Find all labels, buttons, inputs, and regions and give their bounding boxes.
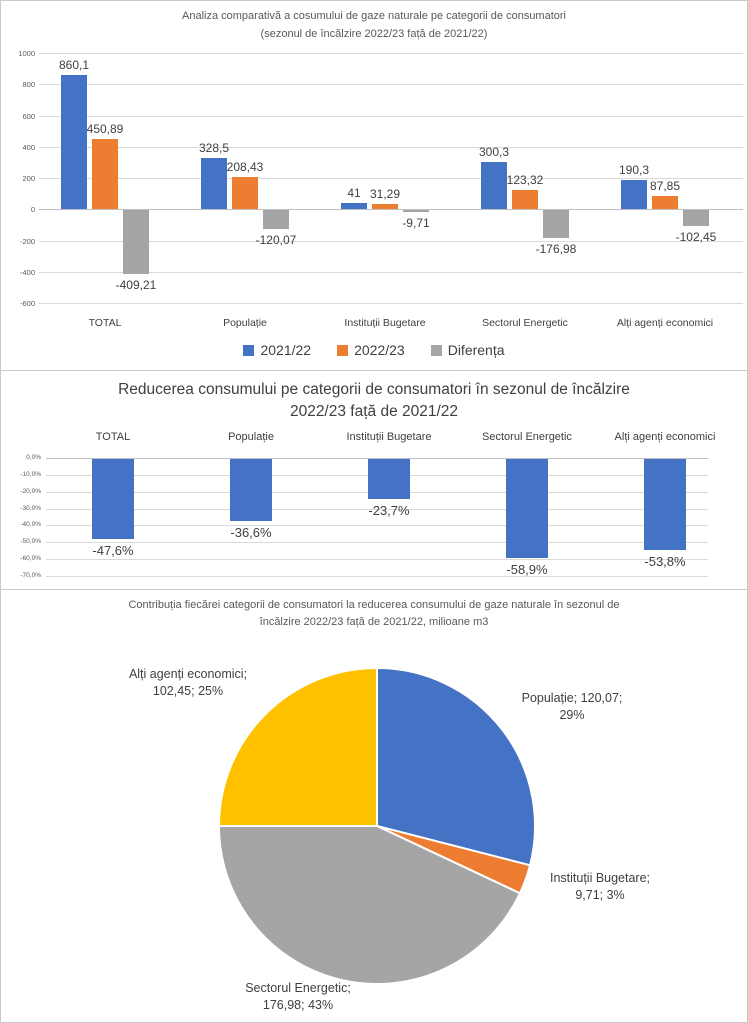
chart2-y-tick: -50,0%: [20, 538, 41, 546]
legend-label: 2022/23: [354, 342, 405, 358]
chart1-y-tick: 1000: [18, 49, 35, 58]
legend-item: [337, 342, 405, 358]
legend-label: 2021/22: [260, 342, 312, 358]
chart1-y-tick: -400: [19, 267, 35, 277]
chart2-y-tick: -30,0%: [20, 504, 41, 512]
pie-chart: [217, 666, 537, 986]
legend-item: [431, 342, 505, 358]
bar-value-label: -9,71: [402, 215, 430, 230]
chart-panel-contribution: [0, 590, 748, 1023]
bar-value-label: -120,07: [255, 233, 297, 247]
bar-value-label: 450,89: [86, 121, 124, 136]
reduction-value-label: -58,9%: [506, 562, 548, 578]
bar-Diferena-1: [263, 210, 289, 229]
bar-202223-0: [92, 139, 118, 209]
chart1-plot-area: [39, 53, 743, 303]
bar-Diferena-4: [683, 210, 709, 226]
pie-label-line: 9,71; 3%: [575, 888, 625, 902]
gridline: [39, 116, 743, 117]
pie-label-line: 29%: [559, 708, 585, 722]
chart2-y-tick: -10,0%: [20, 470, 41, 478]
chart1-y-tick: 600: [22, 111, 35, 121]
chart-panel-comparison: [0, 0, 748, 371]
chart-panel-reduction: [0, 371, 748, 590]
chart2-y-tick: -60,0%: [20, 555, 41, 563]
reduction-value-label: -47,6%: [92, 543, 134, 559]
reduction-bar-1: [230, 459, 272, 521]
bar-Diferena-0: [123, 210, 149, 274]
legend-label: Diferența: [447, 342, 505, 358]
chart2-category-label: Instituții Bugetare: [346, 431, 432, 443]
chart2-title: Reducerea consumului pe categorii de consumatori în sezonul de încălzire: [118, 381, 630, 398]
chart1-category-label: Sectorul Energetic: [482, 317, 568, 329]
reduction-bar-4: [644, 459, 686, 550]
bar-202223-1: [232, 177, 258, 210]
chart2-y-tick: -70,0%: [20, 572, 41, 579]
chart1-subtitle: (sezonul de încălzire 2022/23 față de 2021/22): [260, 28, 488, 40]
pie-label-line: 102,45; 25%: [152, 684, 224, 698]
reduction-bar-3: [506, 459, 548, 558]
gridline: [46, 576, 708, 577]
bar-value-label: -409,21: [115, 278, 157, 293]
bar-202122-0: [61, 75, 87, 209]
pie-slice-label: [492, 690, 652, 724]
chart1-title: Analiza comparativă a cosumului de gaze naturale pe categorii de consumatori: [182, 10, 566, 22]
bar-202223-3: [512, 190, 538, 209]
chart1-y-tick: -200: [19, 236, 35, 246]
bar-value-label: 300,3: [478, 145, 510, 160]
bar-202122-2: [341, 203, 367, 209]
chart1-category-label: TOTAL: [88, 317, 122, 329]
chart2-category-label: Sectorul Energetic: [482, 431, 572, 443]
reduction-value-label: -23,7%: [368, 502, 410, 518]
bar-value-label: -102,45: [675, 230, 717, 245]
bar-value-label: -176,98: [535, 241, 577, 256]
pie-slice-label: [520, 870, 680, 904]
chart3-subtitle: încălzire 2022/23 față de 2021/22, milioane m3: [259, 616, 489, 628]
pie-label-line: Sectorul Energetic;: [245, 981, 351, 995]
gridline: [39, 53, 743, 54]
bar-202223-2: [372, 204, 398, 209]
pie-slice-label: [98, 666, 278, 700]
reduction-bar-2: [368, 459, 410, 499]
bar-value-label: 41: [347, 185, 361, 200]
gridline: [39, 84, 743, 85]
legend-swatch-icon: [431, 345, 442, 356]
chart1-y-tick: 800: [22, 80, 35, 90]
chart2-subtitle: 2022/23 față de 2021/22: [289, 403, 459, 420]
chart2-y-tick: -40,0%: [20, 521, 41, 529]
pie-label-line: 176,98; 43%: [262, 998, 334, 1012]
chart1-category-label: Instituții Bugetare: [344, 317, 426, 329]
pie-label-line: Alți agenți economici;: [128, 667, 248, 681]
bar-value-label: 87,85: [649, 178, 681, 193]
chart1-category-label: Populație: [223, 317, 267, 329]
pie-label-line: Instituții Bugetare;: [549, 871, 651, 885]
bar-value-label: 190,3: [618, 162, 650, 177]
chart2-category-label: Populație: [228, 431, 274, 443]
bar-value-label: 208,43: [226, 159, 264, 174]
gridline: [46, 559, 708, 560]
legend-swatch-icon: [243, 345, 254, 356]
reduction-bar-0: [92, 459, 134, 539]
chart3-title: Contribuția fiecărei categorii de consumatori la reducerea consumului de gaze naturale în sezonul de: [128, 599, 620, 611]
bar-value-label: 328,5: [198, 140, 230, 155]
pie-label-line: Populație; 120,07;: [521, 691, 623, 705]
chart1-y-tick: 0: [30, 205, 35, 215]
chart1-category-label: Alți agenți economici: [616, 317, 714, 329]
gridline: [39, 147, 743, 148]
gridline: [46, 525, 708, 526]
bar-Diferena-3: [543, 210, 569, 238]
chart1-y-tick: 200: [22, 174, 35, 183]
legend-swatch-icon: [337, 345, 348, 356]
bar-value-label: 860,1: [58, 57, 90, 72]
chart2-plot-area: [46, 458, 708, 576]
legend-item: [243, 342, 311, 358]
chart1-legend: [1, 342, 747, 358]
bar-202223-4: [652, 196, 678, 210]
bar-Diferena-2: [403, 210, 429, 212]
reduction-value-label: -36,6%: [230, 524, 272, 540]
chart2-y-tick: -20,0%: [20, 487, 41, 495]
chart2-y-tick: 0,0%: [26, 454, 41, 461]
pie-slice-label: [208, 980, 388, 1014]
chart2-category-label: Alți agenți economici: [614, 431, 716, 443]
chart1-y-tick: 400: [22, 142, 35, 152]
chart1-y-tick: -600: [19, 299, 35, 308]
reduction-value-label: -53,8%: [644, 553, 686, 569]
bar-value-label: 31,29: [369, 187, 401, 202]
gridline: [39, 303, 743, 304]
bar-value-label: 123,32: [506, 172, 544, 187]
chart2-category-label: TOTAL: [95, 431, 131, 443]
